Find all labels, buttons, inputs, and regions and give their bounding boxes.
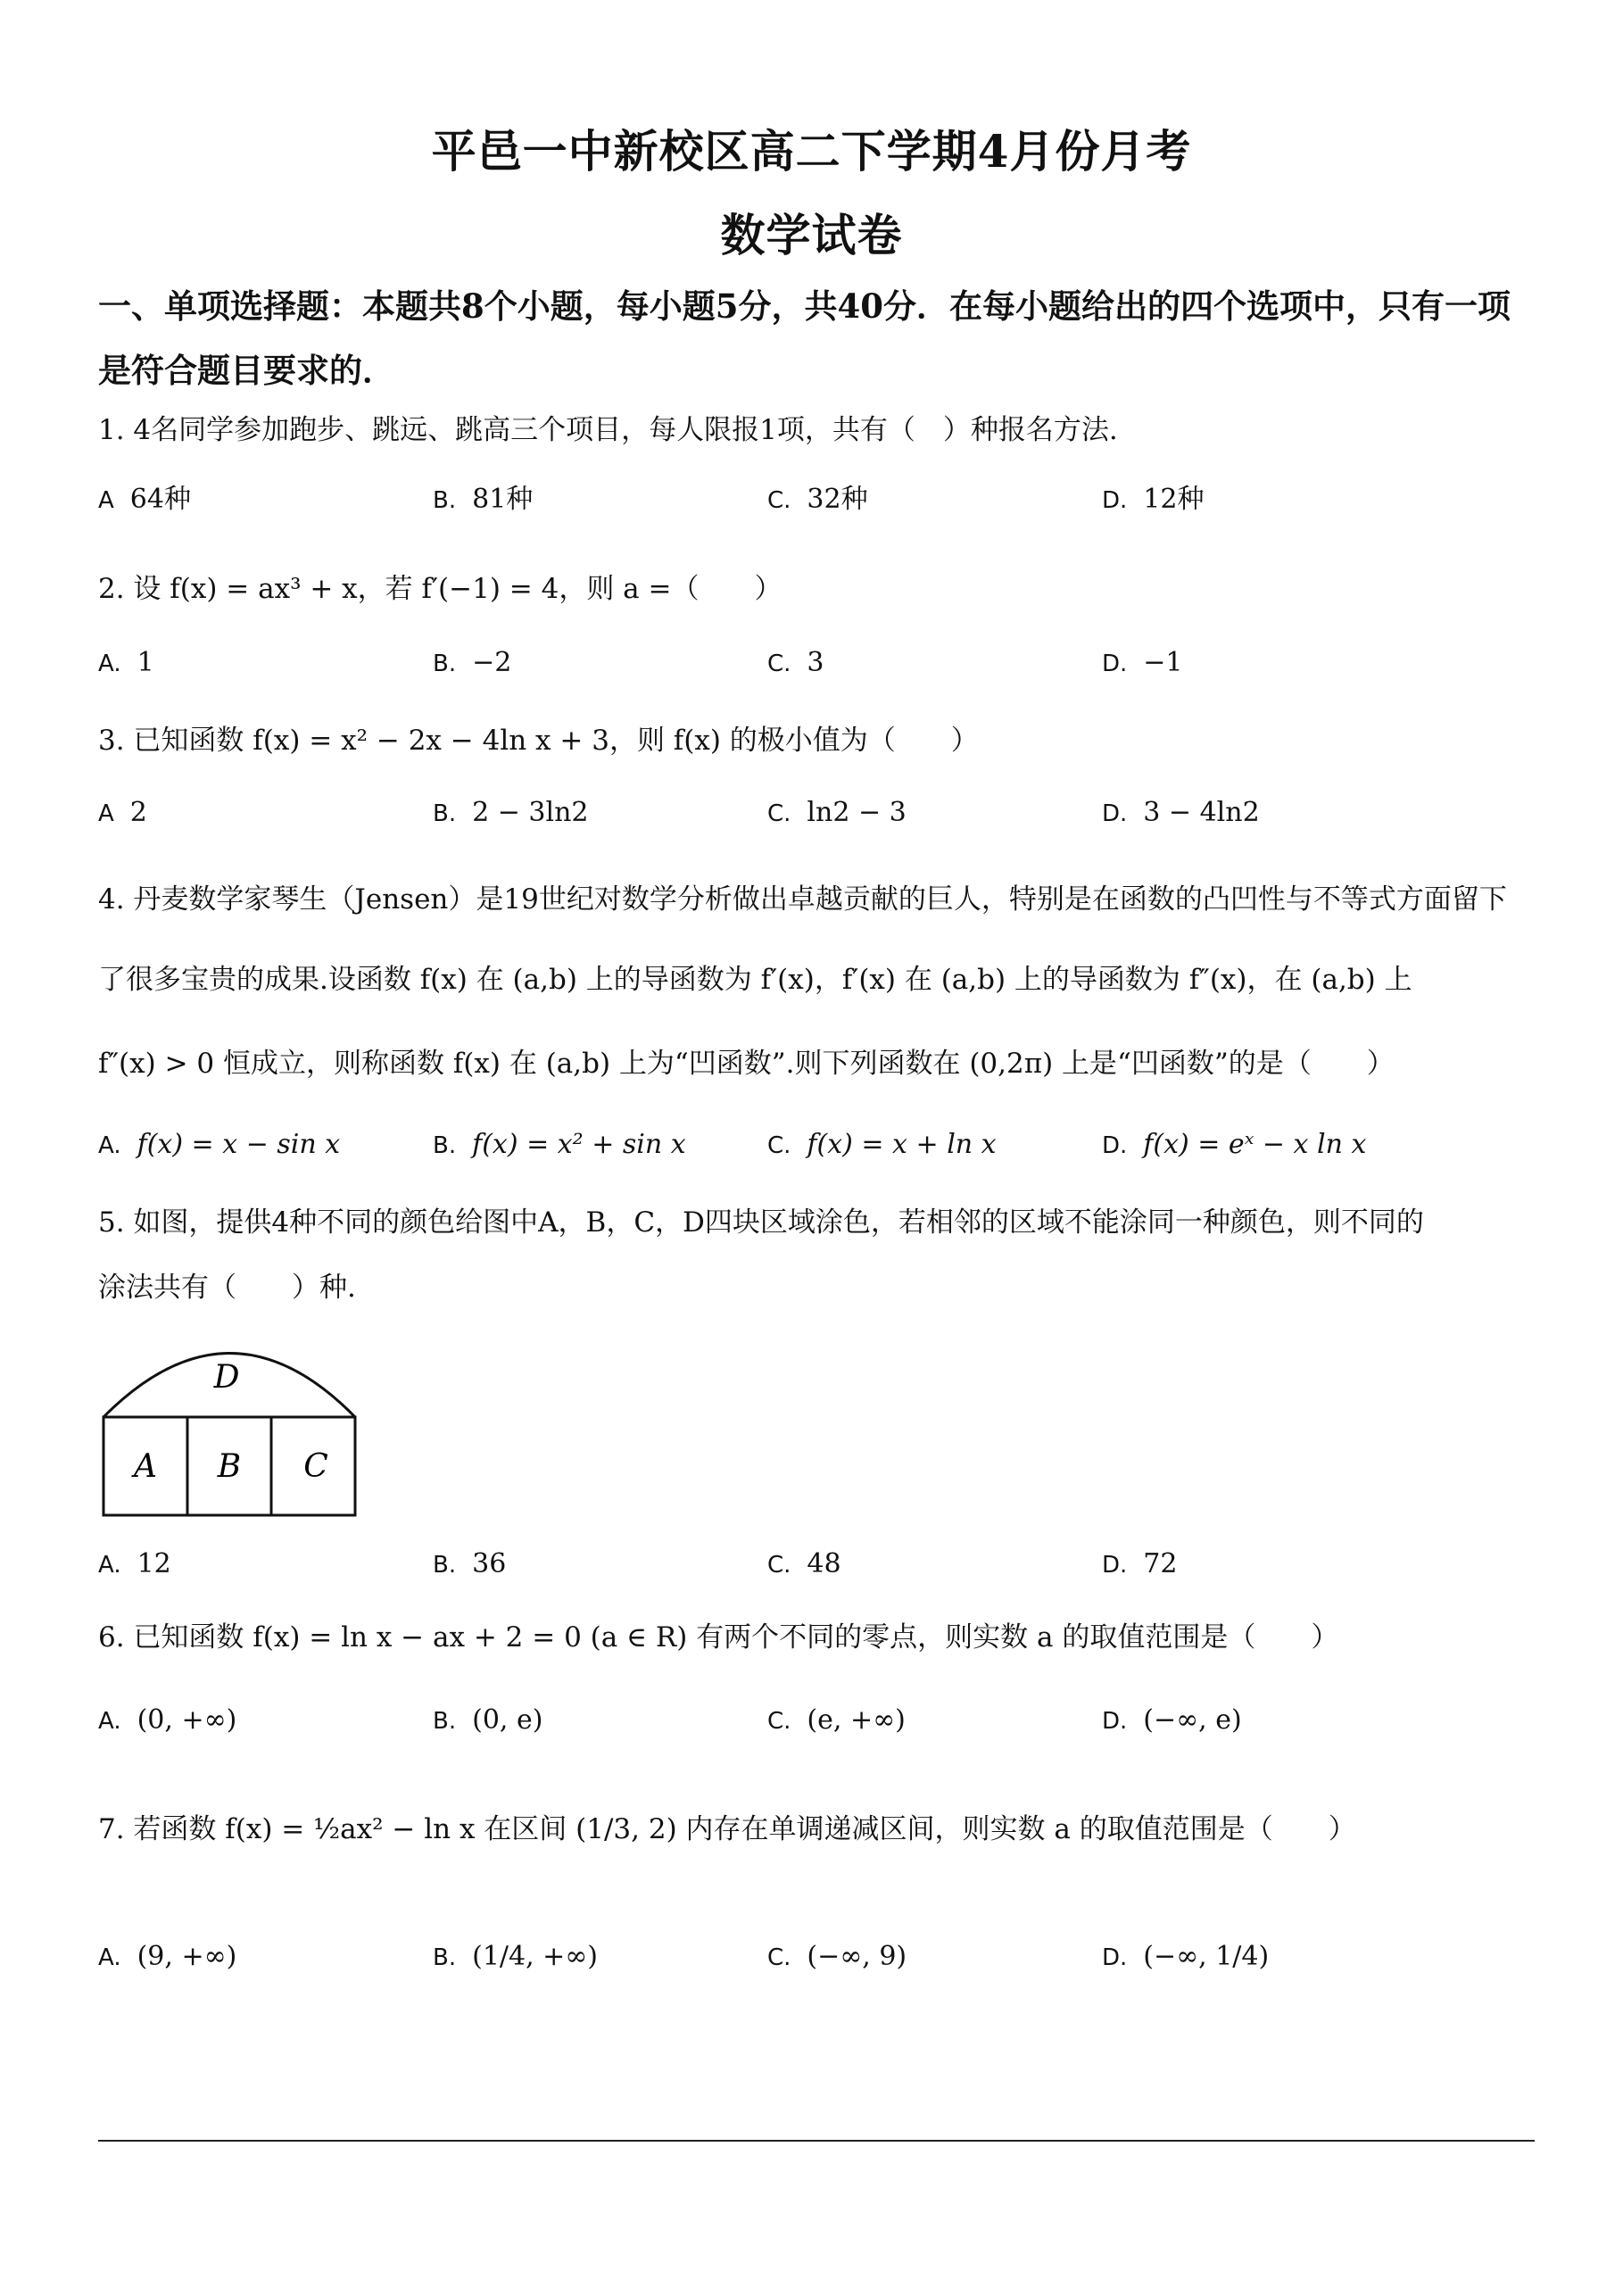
region-label-d: D xyxy=(213,1359,240,1396)
option-text: 48 xyxy=(807,1548,841,1579)
question-6-option-a xyxy=(98,1704,236,1736)
option-text: 2 − 3ln2 xyxy=(472,797,589,828)
question-2-text: 2. 设 f(x) = ax³ + x，若 f′(−1) = 4，则 a =（ ） xyxy=(98,573,783,605)
option-text: 3 xyxy=(807,647,824,678)
question-1-option-d xyxy=(1102,477,1204,516)
option-label: C. xyxy=(767,1708,791,1735)
option-text: (−∞, e) xyxy=(1143,1704,1242,1736)
option-label: C. xyxy=(767,1552,791,1579)
option-label: C. xyxy=(767,487,791,514)
question-6-option-b xyxy=(433,1704,542,1736)
question-4-option-a xyxy=(98,1129,340,1160)
question-3-option-a xyxy=(98,797,147,828)
question-4-text-line-2: 了很多宝贵的成果.设函数 f(x) 在 (a,b) 上的导函数为 f′(x)，f′(x) 在 (a,b) 上的导函数为 f″(x)，在 (a,b) 上 xyxy=(98,964,1412,996)
question-7-text: 7. 若函数 f(x) = ½ax² − ln x 在区间 (1/3, 2) 内存在单调递减区间，则实数 a 的取值范围是（ ） xyxy=(98,1813,1356,1845)
option-text: (0, +∞) xyxy=(137,1704,237,1736)
option-text: (0, e) xyxy=(472,1704,543,1736)
option-text: (1/4, +∞) xyxy=(472,1941,598,1972)
option-label: D. xyxy=(1102,1944,1128,1971)
question-7-option-b xyxy=(433,1941,598,1972)
option-label: D. xyxy=(1102,1708,1128,1735)
question-2-option-c xyxy=(767,647,824,678)
section-heading-line-2: 是符合题目要求的． xyxy=(98,351,395,390)
option-text: (e, +∞) xyxy=(807,1704,906,1736)
option-label: D. xyxy=(1102,1552,1128,1579)
option-text: 2 xyxy=(129,797,147,828)
question-4-option-c xyxy=(767,1129,997,1160)
option-text: 32种 xyxy=(807,484,868,515)
option-label: A. xyxy=(98,1708,121,1735)
region-label-a: A xyxy=(134,1448,157,1485)
option-label: D. xyxy=(1102,487,1128,514)
question-1-option-b xyxy=(433,477,533,516)
question-1-text: 1. 4名同学参加跑步、跳远、跳高三个项目，每人限报1项，共有（ ）种报名方法. xyxy=(98,414,1118,446)
option-text: 3 − 4ln2 xyxy=(1143,797,1260,828)
option-label: A xyxy=(98,800,114,827)
question-6-option-c xyxy=(767,1704,906,1736)
exam-subtitle: 数学试卷 xyxy=(720,209,903,261)
option-label: D. xyxy=(1102,800,1128,827)
question-2-option-b xyxy=(433,647,511,678)
option-text: (9, +∞) xyxy=(137,1941,237,1972)
question-5-option-d xyxy=(1102,1548,1177,1579)
footer-rule xyxy=(98,2140,1535,2142)
option-text: −1 xyxy=(1143,647,1183,678)
option-label: D. xyxy=(1102,1132,1128,1159)
option-label: A xyxy=(98,487,114,514)
question-7-option-d xyxy=(1102,1941,1269,1972)
question-3-option-b xyxy=(433,797,589,828)
option-label: C. xyxy=(767,1132,791,1159)
question-2-option-d xyxy=(1102,647,1183,678)
option-text: 1 xyxy=(137,647,154,678)
option-text: 36 xyxy=(472,1548,507,1579)
option-text: (−∞, 1/4) xyxy=(1143,1941,1270,1972)
question-5-text-line-2: 涂法共有（ ）种. xyxy=(98,1272,356,1304)
question-3-option-d xyxy=(1102,797,1260,828)
question-5-option-a xyxy=(98,1548,171,1579)
option-text: (−∞, 9) xyxy=(807,1941,907,1972)
option-label: C. xyxy=(767,800,791,827)
question-3-text: 3. 已知函数 f(x) = x² − 2x − 4ln x + 3，则 f(x) 的极小值为（ ） xyxy=(98,725,979,757)
region-diagram xyxy=(96,1325,364,1521)
question-1-option-a xyxy=(98,477,191,516)
option-label: C. xyxy=(767,651,791,677)
option-label: B. xyxy=(433,1944,457,1971)
option-text: f(x) = eˣ − x ln x xyxy=(1143,1129,1367,1160)
option-text: f(x) = x − sin x xyxy=(137,1129,341,1160)
region-label-c: C xyxy=(303,1448,328,1485)
option-label: D. xyxy=(1102,651,1128,677)
option-label: B. xyxy=(433,1708,457,1735)
option-text: f(x) = x² + sin x xyxy=(472,1129,686,1160)
option-label: B. xyxy=(433,1132,457,1159)
option-text: 81种 xyxy=(472,484,534,515)
question-2-option-a xyxy=(98,647,154,678)
question-3-option-c xyxy=(767,797,907,828)
option-text: ln2 − 3 xyxy=(807,797,907,828)
question-5-text-line-1: 5. 如图，提供4种不同的颜色给图中A，B，C，D四块区域涂色，若相邻的区域不能涂同一种颜色，则不同的 xyxy=(98,1206,1424,1239)
section-heading-line-1: 一、单项选择题：本题共8个小题，每小题5分，共40分．在每小题给出的四个选项中，只有一项 xyxy=(98,286,1511,326)
option-label: B. xyxy=(433,651,457,677)
option-label: A. xyxy=(98,1944,121,1971)
question-4-text-line-3: f″(x) > 0 恒成立，则称函数 f(x) 在 (a,b) 上为“凹函数”.则下列函数在 (0,2π) 上是“凹函数”的是（ ） xyxy=(98,1048,1395,1080)
option-text: f(x) = x + ln x xyxy=(807,1129,997,1160)
option-label: A. xyxy=(98,651,121,677)
question-4-option-d xyxy=(1102,1129,1366,1160)
option-text: 12种 xyxy=(1143,484,1205,515)
question-6-option-d xyxy=(1102,1704,1242,1736)
question-5-option-b xyxy=(433,1548,506,1579)
option-label: B. xyxy=(433,800,457,827)
option-label: A. xyxy=(98,1132,121,1159)
option-label: B. xyxy=(433,1552,457,1579)
option-label: B. xyxy=(433,487,457,514)
question-4-option-b xyxy=(433,1129,686,1160)
option-label: C. xyxy=(767,1944,791,1971)
option-text: 12 xyxy=(137,1548,171,1579)
question-7-option-c xyxy=(767,1941,907,1972)
option-text: 72 xyxy=(1143,1548,1178,1579)
question-4-text-line-1: 4. 丹麦数学家琴生（Jensen）是19世纪对数学分析做出卓越贡献的巨人，特别是在函数的凸凹性与不等式方面留下 xyxy=(98,883,1507,916)
option-text: −2 xyxy=(472,647,512,678)
question-6-text: 6. 已知函数 f(x) = ln x − ax + 2 = 0 (a ∈ R) 有两个不同的零点，则实数 a 的取值范围是（ ） xyxy=(98,1621,1339,1654)
option-text: 64种 xyxy=(129,484,191,515)
option-label: A. xyxy=(98,1552,121,1579)
exam-title: 平邑一中新校区高二下学期4月份月考 xyxy=(431,125,1192,178)
question-5-option-c xyxy=(767,1548,841,1579)
question-7-option-a xyxy=(98,1941,236,1972)
region-label-b: B xyxy=(217,1448,242,1485)
question-1-option-c xyxy=(767,477,868,516)
